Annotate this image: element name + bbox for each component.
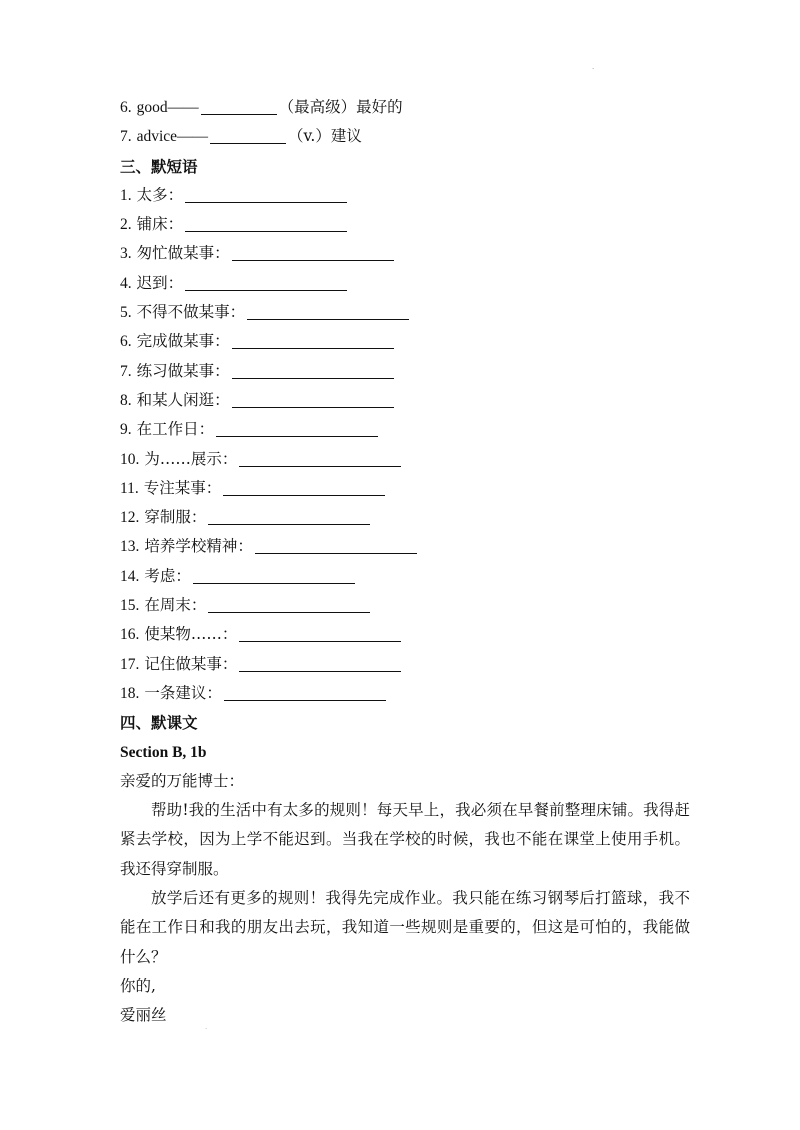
phrase-prompt: 太多： (136, 185, 184, 204)
phrase-answer-blank[interactable] (216, 418, 378, 437)
vocab-item-7 (120, 122, 690, 151)
phrase-item (120, 181, 690, 210)
phrase-prompt: 培养学校精神： (144, 537, 253, 556)
phrase-answer-blank[interactable] (239, 623, 401, 642)
phrase-number: 7. (120, 362, 132, 380)
phrase-answer-blank[interactable] (185, 213, 347, 232)
phrase-number: 3. (120, 245, 132, 263)
phrase-answer-blank[interactable] (193, 565, 355, 584)
phrase-prompt: 不得不做某事： (136, 303, 246, 322)
phrase-item (120, 269, 690, 298)
phrase-number: 12. (120, 509, 140, 527)
vocab-item-6 (120, 93, 690, 122)
phrase-prompt: 在工作日： (136, 420, 215, 439)
vocab-note: （最高级）最好的 (278, 98, 403, 116)
phrase-item (120, 298, 690, 327)
vocab-word: good—— (136, 99, 199, 116)
phrase-answer-blank[interactable] (232, 389, 394, 408)
vocab-number: 7. (120, 128, 132, 146)
phrase-list (120, 181, 690, 708)
phrase-item (120, 210, 690, 239)
phrase-prompt: 一条建议： (144, 683, 222, 702)
vocab-word: advice—— (136, 128, 209, 146)
letter-greeting: 亲爱的万能博士： (120, 771, 245, 790)
phrase-number: 2. (120, 216, 132, 234)
phrase-answer-blank[interactable] (208, 506, 370, 525)
letter-closing: 你的, (120, 976, 156, 995)
phrase-prompt: 匆忙做某事： (136, 244, 230, 263)
phrase-answer-blank[interactable] (247, 301, 409, 320)
phrase-answer-blank[interactable] (224, 682, 386, 701)
phrase-number: 5. (120, 304, 132, 322)
phrase-item (120, 679, 690, 708)
phrase-prompt: 迟到： (136, 273, 184, 292)
phrase-item (120, 620, 690, 649)
phrase-number: 17. (120, 655, 140, 673)
section-4-title: 四、默课文 (120, 713, 198, 733)
phrase-number: 9. (120, 421, 132, 439)
phrase-answer-blank[interactable] (185, 272, 347, 291)
phrase-number: 15. (120, 597, 140, 615)
worksheet-content (120, 93, 690, 1031)
phrase-answer-blank[interactable] (208, 594, 370, 613)
phrase-answer-blank[interactable] (223, 477, 385, 496)
phrase-number: 4. (120, 274, 132, 292)
phrase-answer-blank[interactable] (232, 242, 394, 261)
phrase-prompt: 记住做某事： (144, 654, 238, 673)
letter-signature: 爱丽丝 (120, 1006, 167, 1025)
section-4-subtitle: Section B, 1b (120, 743, 207, 761)
phrase-item (120, 591, 690, 620)
phrase-prompt: 练习做某事： (136, 361, 230, 380)
page-mark-dot: . (592, 62, 595, 71)
phrase-number: 16. (120, 626, 140, 644)
phrase-number: 10. (120, 450, 140, 468)
phrase-prompt: 专注某事： (143, 478, 222, 497)
section-3-title: 三、默短语 (120, 156, 198, 176)
phrase-item (120, 327, 690, 356)
phrase-prompt: 在周末： (144, 596, 207, 615)
phrase-number: 8. (120, 391, 132, 409)
phrase-item (120, 386, 690, 415)
phrase-number: 11. (120, 479, 139, 497)
phrase-number: 14. (120, 567, 140, 585)
phrase-prompt: 和某人闲逛： (136, 390, 230, 409)
vocab-answer-blank[interactable] (210, 125, 286, 144)
phrase-answer-blank[interactable] (255, 535, 417, 554)
phrase-prompt: 穿制服： (144, 508, 207, 527)
vocab-note: （v.）建议 (288, 127, 362, 146)
phrase-prompt: 铺床： (136, 215, 184, 234)
phrase-answer-blank[interactable] (239, 653, 401, 672)
phrase-answer-blank[interactable] (232, 360, 394, 379)
phrase-item (120, 532, 690, 561)
phrase-item (120, 503, 690, 532)
letter-paragraph-2: 放学后还有更多的规则！我得先完成作业。我只能在练习钢琴后打篮球，我不能在工作日和我的朋友出去玩，我知道一些规则是重要的，但这是可怕的，我能做什么？ (120, 889, 690, 966)
phrase-prompt: 完成做某事： (136, 332, 230, 351)
phrase-item (120, 415, 690, 444)
phrase-item (120, 239, 690, 268)
phrase-prompt: 为……展示： (144, 449, 238, 468)
phrase-number: 6. (120, 333, 132, 351)
phrase-answer-blank[interactable] (239, 448, 401, 467)
phrase-prompt: 考虑： (144, 566, 191, 585)
phrase-answer-blank[interactable] (232, 330, 394, 349)
phrase-item (120, 474, 690, 503)
phrase-number: 13. (120, 538, 140, 556)
phrase-number: 18. (120, 684, 140, 702)
phrase-item (120, 357, 690, 386)
letter-paragraph-1: 帮助!我的生活中有太多的规则！每天早上，我必须在早餐前整理床铺。我得赶紧去学校，因为上学不能迟到。当我在学校的时候，我也不能在课堂上使用手机。我还得穿制服。 (120, 801, 690, 878)
phrase-item (120, 562, 690, 591)
page-mark-dot: . (205, 1022, 208, 1031)
vocab-number: 6. (120, 99, 132, 116)
phrase-prompt: 使某物……： (144, 625, 238, 644)
vocab-answer-blank[interactable] (201, 96, 277, 115)
phrase-number: 1. (120, 186, 132, 204)
phrase-answer-blank[interactable] (185, 184, 347, 203)
phrase-item (120, 650, 690, 679)
phrase-item (120, 445, 690, 474)
